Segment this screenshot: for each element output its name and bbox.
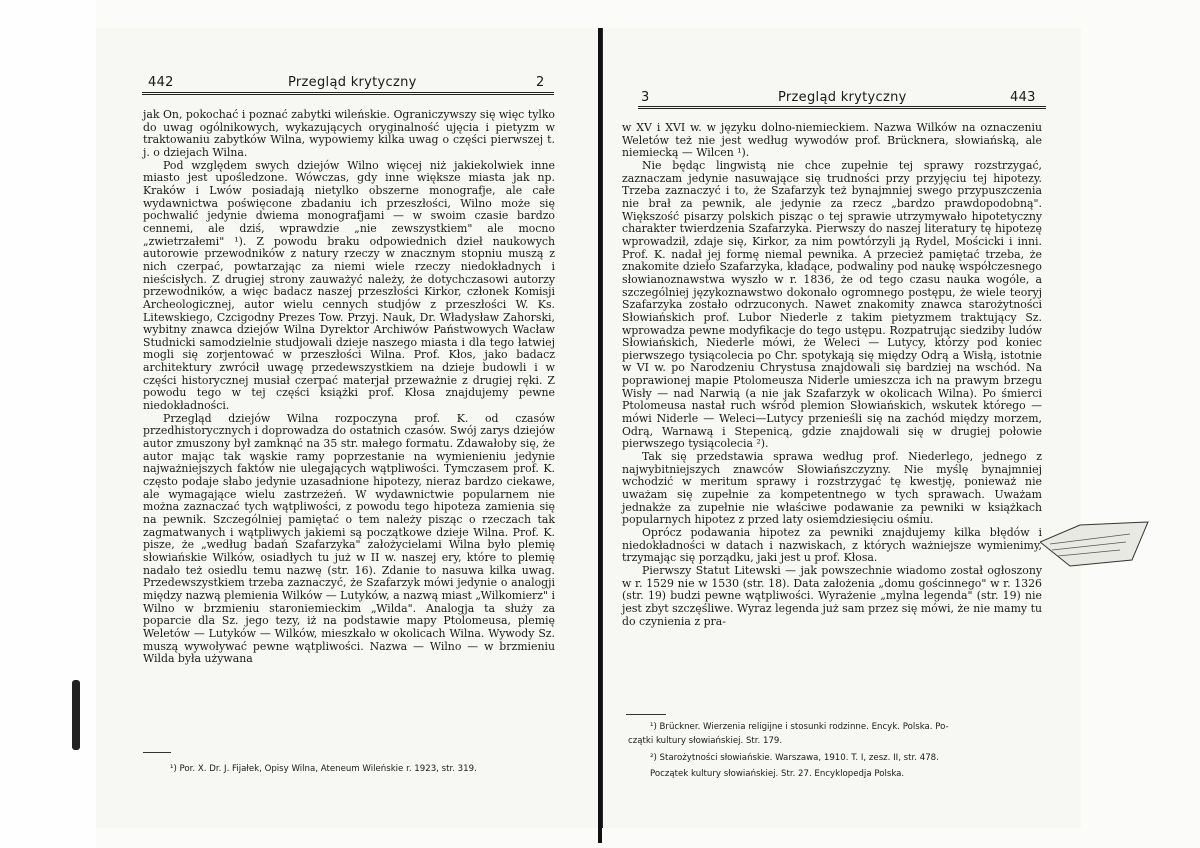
right-footnote-line: Początek kultury słowiańskiej. Str. 27. Encyklopedja Polska.	[650, 769, 905, 779]
left-paragraph: Przegląd dziejów Wilna rozpoczyna prof. K. od czasów przedhistorycznych i doprowadza do ostatnich czasów. Swój zarys dziejów autor zmuszony był zamknąć na 35 str. małego formatu. Zdawałoby się, że autor mając tak wąskie ramy poprzestanie na wymienieniu jedynie najważniejszych faktów nie ulegających wątpliwości. Tymczasem prof. K. często podaje słabo jedynie uzasadnione hipotezy, nieraz bardzo ciekawe, ale wymagające wielu zastrzeżeń. W wydawnictwie popularnem nie można zaznaczać tych wątpliwości, z powodu tego hipoteza zamienia się na pewnik. Szczególniej pamiętać o tem należy pisząc o rzeczach tak zagmatwanych i wątpliwych jakiemi są początkowe dzieje Wilna. Prof. K. pisze, że „według badań Szafarzyka" założycielami Wilna było plemię słowiańskie Wilków, osiadłych tu już w II w. naszej ery, które to plemię nadało też osiedlu temu nazwę (str. 16). Zdanie to nasuwa kilka uwag. Przedewszystkiem trzeba zaznaczyć, że Szafarzyk mówi jedynie o analogji między nazwą plemienia Wilków — Lutyków, a nazwą miast „Wilkomierz" i Wilno w brzmieniu staroniemieckim „Wilda". Analogja ta służy za poparcie dla Sz. jego tezy, iż na podstawie mapy Ptolomeusa, plemię Weletów — Lutyków — Wilków, mieszkało w okolicach Wilna. Wywody Sz. muszą wywoływać pewne wątpliwości. Nazwa — Wilno — w brzmieniu Wilda była używana	[143, 411, 555, 666]
right-paragraph: Pierwszy Statut Litewski — jak powszechnie wiadomo został ogłoszony w r. 1529 nie w 1530 (str. 18). Data założenia „domu gościnnego" w r. 1326 (str. 19) budzi pewne wątpliwości. Wyrażenie „mylna legenda" (str. 19) nie jest zbyt szczęśliwe. Wyraz legenda już sam przez się mówi, że nie mamy tu do czynienia z pra-	[622, 563, 1042, 628]
left-body-text	[143, 109, 555, 666]
right-running-title: Przegląd krytyczny	[778, 90, 907, 105]
left-header-rule	[142, 92, 554, 95]
left-paragraph: Pod względem swych dziejów Wilno więcej niż jakiekolwiek inne miasto jest upośledzone. Wówczas, gdy inne większe miasta jak np. Kraków i Lwów posiadają nietylko obszerne monografje, ale całe wydawnictwa poświęcone zbadaniu ich przeszłości, Wilno może się pochwalić jedynie dwiema monografjami — w swoim czasie bardzo cennemi, ale dziś, wprawdzie „nie zewszystkiem" ale mocno „zwietrzałemi" ¹). Z powodu braku odpowiednich dzieł naukowych autorowie przewodników z natury rzeczy w znacznym stopniu muszą z nich czerpać, powtarzając za niemi wiele rzeczy niedokładnych i nieścisłych. Z drugiej strony zauważyć należy, że dotychczasowi autorzy przewodników, a więc badacz naszej przeszłości Kirkor, członek Komisji Archeologicznej, autor wielu cennych studjów z przeszłości W. Ks. Litewskiego, Czcigodny Prezes Tow. Przyj. Nauk, Dr. Władysław Zahorski, wybitny znawca dziejów Wilna Dyrektor Archiwów Państwowych Wacław Studnicki samodzielnie studjowali dzieje naszego miasta i dla tego łatwiej mogli się zorjentować w przeszłości Wilna. Prof. Kłos, jako badacz architektury zwrócił uwagę przedewszystkiem na dzieje budowli i w części historycznej musiał czerpać materjał przeważnie z drugiej ręki. Z powodu tego w tej części książki prof. Kłosa znajdujemy pewne niedokładności.	[143, 158, 555, 413]
binding-clip	[72, 680, 80, 750]
right-paragraph: Nie będąc lingwistą nie chce zupełnie tej sprawy rozstrzygać, zaznaczam jedynie nasuwające się trudności przy przyjęciu tej hipotezy. Trzeba zaznaczyć i to, że Szafarzyk też bynajmniej swego przypuszczenia nie brał za pewnik, ale jedynie za rzecz „bardzo prawdopodobną". Większość pisarzy polskich pisząc o tej sprawie utrzymywało hipotetyczny charakter twierdzenia Szafarzyka. Pierwszy do naszej literatury tę hipotezę wprowadził, zdaje się, Kirkor, za nim powtórzyli ją Rydel, Mościcki i inni. Prof. K. nadał jej formę niemal pewnika. A przecież pamiętać trzeba, że znakomite dzieło Szafarzyka, kładące, podwaliny pod naukę współczesnego słowianoznawstwa wyszło w r. 1836, że od tego czasu nauka wogóle, a szczególniej językoznawstwo dokonało ogromnego postępu, że wiele teoryj Szafarzyka zostało odrzuconych. Nawet znakomity znawca starożytności Słowiańskich prof. Lubor Niederle z takim pietyzmem traktujący Sz. wprowadza pewne modyfikacje do tego ustępu. Rozpatrując siedziby ludów Słowiańskich, Niederle mówi, że Weleci — Lutycy, którzy pod koniec pierwszego tysiącolecia po Chr. spotykają się między Odrą a Wisłą, istotnie w VI w. po Narodzeniu Chrystusa znajdowali się bardziej na wschód. Na poprawionej mapie Ptolomeusza Niderle umieszcza ich na prawym brzegu Wisły — nad Narwią (a nie jak Szafarzyk w okolicach Wilna). Po śmierci Ptolomeusa nastał ruch wśród plemion Słowiańskich, wskutek którego — mówi Niderle — Weleci—Lutycy przenieśli się na zachód między morzem, Odrą, Warnawą i Stepenicą, gdzie znajdowali się w drugiej połowie pierwszego tysiącolecia ²).	[622, 158, 1042, 451]
right-footnote-line: ²) Starożytności słowiańskie. Warszawa, 1910. T. I, zesz. II, str. 478.	[650, 753, 939, 763]
right-body-text	[622, 122, 1042, 628]
right-paragraph: w XV i XVI w. w języku dolno-niemieckiem. Nazwa Wilków na oznaczeniu Weletów też nie jest według wywodów prof. Brücknera, słowiańską, ale niemiecką — Wilcen ¹).	[622, 121, 1042, 160]
right-footnote-rule	[626, 714, 666, 715]
left-footnote-rule	[143, 752, 171, 753]
right-paragraph: Oprócz podawania hipotez za pewniki znajdujemy kilka błędów i niedokładności w datach i nazwiskach, z których ważniejsze wymienimy, trzymając się porządku, jaki jest u prof. Kłosa.	[622, 526, 1042, 565]
scan-margin	[0, 0, 96, 848]
right-header-rule	[638, 106, 1046, 109]
right-footnote-line: ¹) Brückner. Wierzenia religijne i stosunki rodzinne. Encyk. Polska. Po-	[650, 722, 949, 732]
left-running-title: Przegląd krytyczny	[288, 75, 417, 90]
left-paragraph: jak On, pokochać i poznać zabytki wileńskie. Ograniczywszy się więc tylko do uwag ogólnikowych, wykazujących oryginalność ujęcia i pietyzm w traktowaniu zabytków Wilna, wypowiemy kilka uwag o części pierwszej t. j. o dziejach Wilna.	[143, 108, 555, 159]
right-paragraph: Tak się przedstawia sprawa według prof. Niederlego, jednego z najwybitniejszych znawców Słowiańszczyzny. Nie myślę bynajmniej wchodzić w meritum sprawy i rozstrzygać tę kwestję, ponieważ nie uważam się zupełnie za kompetentnego w tych sprawach. Uważam jednakże za zupełnie nie właściwe podawanie za pewniki w książkach popularnych hipotez z przed laty osiemdziesięciu ośmiu.	[622, 450, 1042, 527]
left-footnote: ¹) Por. X. Dr. J. Fijałek, Opisy Wilna, Ateneum Wileńskie r. 1923, str. 319.	[170, 764, 477, 774]
left-issue-number: 2	[536, 75, 545, 90]
right-footnote-line: czątki kultury słowiańskiej. Str. 179.	[628, 736, 783, 746]
page-gutter	[598, 28, 602, 843]
paper-scrap-graphic	[1040, 520, 1150, 570]
right-page-number: 443	[1010, 90, 1036, 105]
left-page-number: 442	[148, 75, 174, 90]
right-issue-number: 3	[641, 90, 650, 105]
